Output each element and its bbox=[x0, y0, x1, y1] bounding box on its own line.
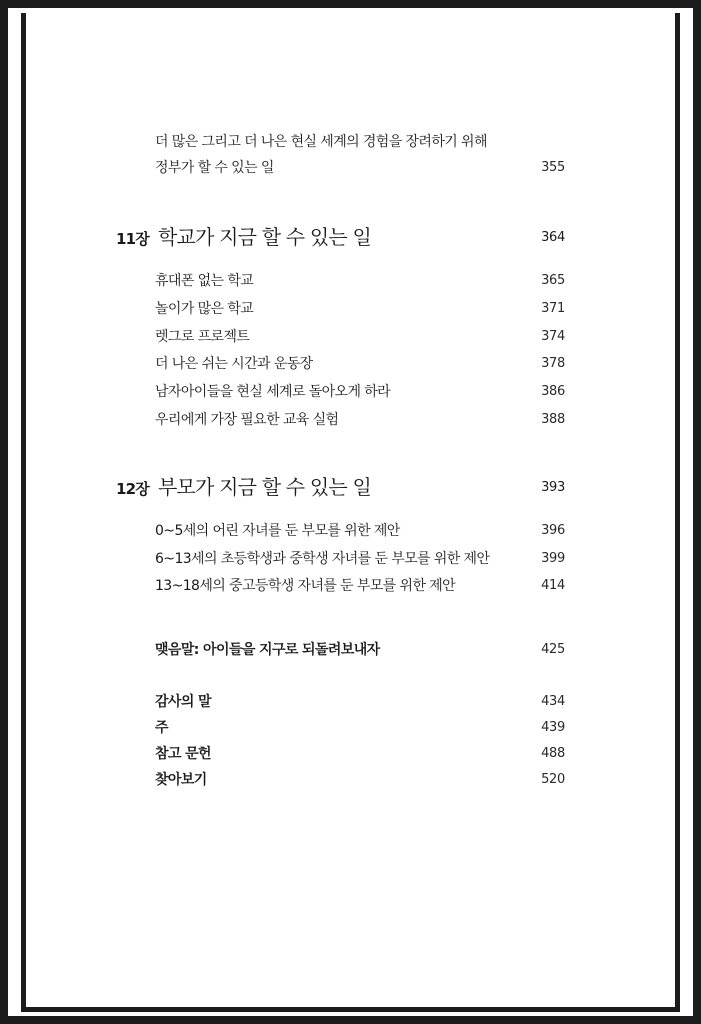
toc-entry-label: 주 bbox=[155, 720, 168, 736]
toc-entry-back-matter bbox=[155, 742, 565, 766]
chapter-page: 364 bbox=[541, 230, 565, 245]
toc-entry-page: 414 bbox=[541, 578, 565, 593]
toc-entry-label: 더 많은 그리고 더 나은 현실 세계의 경험을 장려하기 위해 bbox=[155, 134, 487, 150]
toc-entry-label: 더 나은 쉬는 시간과 운동장 bbox=[155, 356, 313, 372]
toc-entry-label: 13~18세의 중고등학생 자녀를 둔 부모를 위한 제안 bbox=[155, 578, 456, 594]
toc-entry bbox=[155, 574, 565, 598]
toc-entry-page: 396 bbox=[541, 523, 565, 538]
toc-entry-page: 425 bbox=[541, 642, 565, 657]
toc-entry-back-matter bbox=[155, 716, 565, 740]
toc-entry-page: 488 bbox=[541, 746, 565, 761]
toc-entry-page: 439 bbox=[541, 720, 565, 735]
toc-entry-label: 0~5세의 어린 자녀를 둔 부모를 위한 제안 bbox=[155, 523, 400, 539]
toc-entry-back-matter bbox=[155, 690, 565, 714]
toc-entry-label: 렛그로 프로젝트 bbox=[155, 329, 250, 345]
toc-entry-page: 365 bbox=[541, 273, 565, 288]
toc-entry bbox=[155, 156, 565, 180]
toc-entry-label: 찾아보기 bbox=[155, 772, 207, 788]
toc-entry-page: 374 bbox=[541, 329, 565, 344]
toc-entry-page: 520 bbox=[541, 772, 565, 787]
toc-entry-page: 371 bbox=[541, 301, 565, 316]
chapter-heading-11 bbox=[116, 222, 565, 252]
toc-entry bbox=[155, 547, 565, 571]
toc-entry-label: 우리에게 가장 필요한 교육 실험 bbox=[155, 412, 339, 428]
toc-entry-page: 388 bbox=[541, 412, 565, 427]
toc-entry-label: 놀이가 많은 학교 bbox=[155, 301, 254, 317]
toc-entry bbox=[155, 352, 565, 376]
toc-entry-label: 맺음말: 아이들을 지구로 되돌려보내자 bbox=[155, 642, 380, 658]
toc-entry bbox=[155, 325, 565, 349]
chapter-title: 부모가 지금 할 수 있는 일 bbox=[158, 475, 371, 499]
toc-entry-label: 정부가 할 수 있는 일 bbox=[155, 160, 274, 176]
toc-entry-page: 434 bbox=[541, 694, 565, 709]
toc-entry bbox=[155, 408, 565, 432]
toc-entry-label: 감사의 말 bbox=[155, 694, 211, 710]
toc-entry-page: 355 bbox=[541, 160, 565, 175]
toc-entry bbox=[155, 519, 565, 543]
toc-entry-epilogue bbox=[155, 638, 565, 662]
toc-entry-page: 399 bbox=[541, 551, 565, 566]
toc-entry-label: 6~13세의 초등학생과 중학생 자녀를 둔 부모를 위한 제안 bbox=[155, 551, 490, 567]
toc-entry-label: 남자아이들을 현실 세계로 돌아오게 하라 bbox=[155, 384, 391, 400]
chapter-page: 393 bbox=[541, 480, 565, 495]
toc-entry-page: 378 bbox=[541, 356, 565, 371]
toc-entry bbox=[155, 130, 565, 154]
toc-entry-label: 휴대폰 없는 학교 bbox=[155, 273, 254, 289]
chapter-heading-12 bbox=[116, 472, 565, 502]
toc-entry bbox=[155, 269, 565, 293]
chapter-title: 학교가 지금 할 수 있는 일 bbox=[158, 225, 371, 249]
toc-entry bbox=[155, 380, 565, 404]
toc-entry-back-matter bbox=[155, 768, 565, 792]
chapter-number: 12장 bbox=[116, 480, 149, 498]
toc-entry-label: 참고 문헌 bbox=[155, 746, 211, 762]
toc-entry-page: 386 bbox=[541, 384, 565, 399]
toc-entry bbox=[155, 297, 565, 321]
chapter-number: 11장 bbox=[116, 230, 149, 248]
